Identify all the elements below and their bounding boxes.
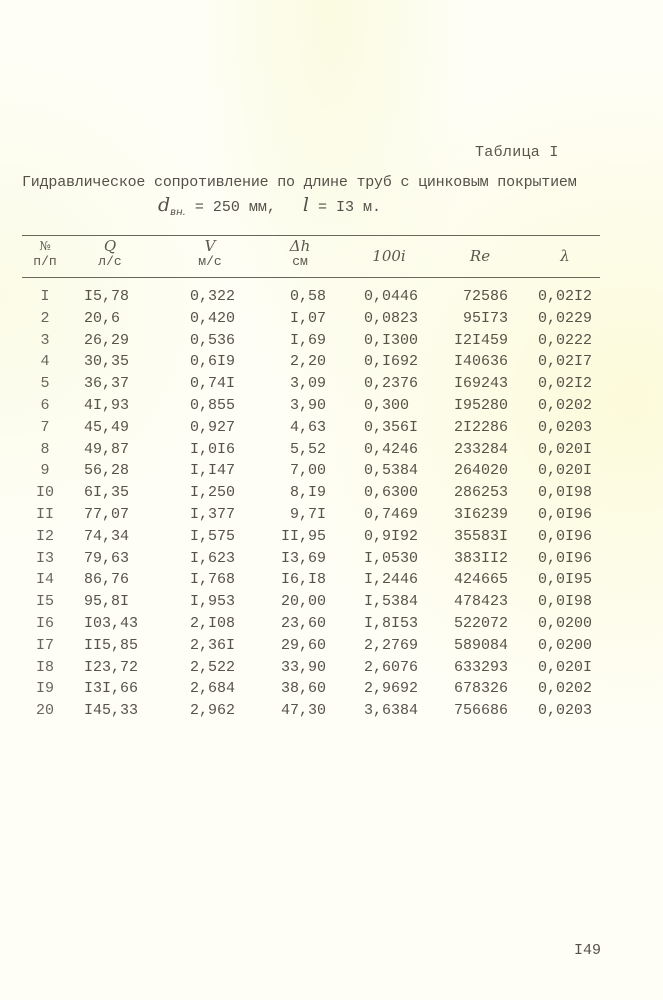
cell-row-number: I [40,288,50,305]
table-row [0,528,663,550]
cell-friction-factor: 0,0I96 [538,505,593,523]
cell-reynolds-number: I95280 [453,396,508,414]
cell-reynolds-number: 3I6239 [453,505,508,523]
table-row [0,332,663,354]
table-row [0,441,663,463]
cell-hydraulic-gradient: I,5384 [364,593,419,611]
cell-friction-factor: 0,020I [538,462,593,480]
cell-row-number: 5 [40,375,50,393]
cell-reynolds-number: 72586 [462,288,508,305]
cell-velocity: 0,322 [190,288,236,305]
table-subcaption [158,194,381,216]
cell-friction-factor: 0,02I7 [538,353,593,371]
cell-hydraulic-gradient: I,8I53 [364,614,419,632]
cell-velocity: I,0I6 [190,440,236,458]
cell-velocity: I,768 [190,571,236,589]
cell-head-loss: I,07 [289,309,326,327]
cell-head-loss: 33,90 [280,658,326,676]
table-row [0,550,663,572]
cell-head-loss: II,95 [280,527,326,545]
cell-head-loss: 2,20 [289,353,326,371]
cell-velocity: 0,74I [190,375,236,393]
cell-reynolds-number: 589084 [453,636,508,654]
cell-flow-rate: 77,07 [84,505,130,523]
cell-velocity: 0,536 [190,331,236,349]
table-row [0,375,663,397]
table-row [0,484,663,506]
cell-row-number: I3 [35,549,54,567]
cell-velocity: I,250 [190,484,236,502]
table-row [0,571,663,593]
header-hydraulic-gradient: 100i [372,247,406,265]
table-top-rule [22,235,600,236]
cell-hydraulic-gradient: 0,2376 [364,375,419,393]
cell-flow-rate: 49,87 [84,440,130,458]
cell-reynolds-number: 756686 [453,702,508,720]
table-row [0,637,663,659]
cell-flow-rate: 79,63 [84,549,130,567]
table-row [0,506,663,528]
cell-head-loss: 20,00 [280,593,326,611]
header-velocity: V м/с [198,237,222,269]
cell-row-number: 9 [40,462,50,480]
cell-flow-rate: II5,85 [84,636,139,654]
cell-reynolds-number: 233284 [453,440,508,458]
cell-head-loss: 29,60 [280,636,326,654]
header-flow-rate: Q л/с [98,237,122,269]
cell-velocity: I,377 [190,505,236,523]
cell-hydraulic-gradient: 0,5384 [364,462,419,480]
cell-friction-factor: 0,02I2 [538,375,593,393]
cell-reynolds-number: 424665 [453,571,508,589]
cell-reynolds-number: 35583I [453,527,508,545]
cell-velocity: I,953 [190,593,236,611]
cell-friction-factor: 0,0200 [538,636,593,654]
page-number: I49 [574,942,602,959]
cell-hydraulic-gradient: 3,6384 [364,702,419,720]
cell-velocity: 0,6I9 [190,353,236,371]
cell-head-loss: 5,52 [289,440,326,458]
cell-row-number: II [35,505,54,523]
table-row [0,397,663,419]
cell-flow-rate: 20,6 [84,309,121,327]
cell-row-number: I2 [35,527,54,545]
cell-reynolds-number: I40636 [453,353,508,371]
cell-flow-rate: 45,49 [84,418,130,436]
cell-row-number: I6 [35,614,54,632]
cell-velocity: 2,I08 [190,614,236,632]
cell-row-number: I7 [35,636,54,654]
cell-reynolds-number: 633293 [453,658,508,676]
cell-row-number: 7 [40,418,50,436]
cell-hydraulic-gradient: 0,0823 [364,309,419,327]
cell-row-number: 2 [40,309,50,327]
cell-hydraulic-gradient: 0,I300 [364,331,419,349]
table-row [0,419,663,441]
cell-flow-rate: 26,29 [84,331,130,349]
table-row [0,702,663,724]
cell-friction-factor: 0,0229 [538,309,593,327]
cell-flow-rate: 6I,35 [84,484,130,502]
cell-row-number: I9 [35,680,54,698]
cell-velocity: 0,855 [190,396,236,414]
cell-velocity: 0,420 [190,309,236,327]
cell-flow-rate: 86,76 [84,571,130,589]
header-reynolds: Re [469,247,491,265]
table-row [0,615,663,637]
cell-friction-factor: 0,020I [538,440,593,458]
cell-row-number: I4 [35,571,54,589]
length-symbol: l [302,194,309,216]
cell-head-loss: 23,60 [280,614,326,632]
cell-hydraulic-gradient: 0,7469 [364,505,419,523]
cell-head-loss: 7,00 [289,462,326,480]
cell-friction-factor: 0,0202 [538,396,593,414]
cell-flow-rate: 4I,93 [84,396,130,414]
cell-reynolds-number: 95I73 [462,309,508,327]
cell-head-loss: 3,90 [289,396,326,414]
cell-head-loss: 38,60 [280,680,326,698]
cell-flow-rate: I23,72 [84,658,139,676]
diameter-value: = 250 мм, [194,199,276,216]
cell-flow-rate: I45,33 [84,702,139,720]
cell-hydraulic-gradient: 2,6076 [364,658,419,676]
cell-hydraulic-gradient: I,2446 [364,571,419,589]
cell-flow-rate: 36,37 [84,375,130,393]
cell-friction-factor: 0,0I98 [538,593,593,611]
cell-flow-rate: I5,78 [84,288,130,305]
header-number: № п/п [33,239,57,269]
cell-hydraulic-gradient: 0,4246 [364,440,419,458]
cell-reynolds-number: I69243 [453,375,508,393]
cell-friction-factor: 0,0202 [538,680,593,698]
cell-reynolds-number: 2I2286 [453,418,508,436]
diameter-subscript: вн. [170,207,186,218]
table-row [0,593,663,615]
table-row [0,353,663,375]
cell-flow-rate: 30,35 [84,353,130,371]
cell-row-number: 8 [40,440,50,458]
cell-row-number: 6 [40,396,50,414]
table-row [0,288,663,310]
cell-friction-factor: 0,020I [538,658,593,676]
cell-reynolds-number: 522072 [453,614,508,632]
cell-row-number: 4 [40,353,50,371]
cell-friction-factor: 0,0I95 [538,571,593,589]
header-head-loss: Δh см [289,237,311,269]
cell-head-loss: 0,58 [289,288,326,305]
cell-flow-rate: I03,43 [84,614,139,632]
table-row [0,659,663,681]
cell-head-loss: 8,I9 [289,484,326,502]
cell-friction-factor: 0,0203 [538,418,593,436]
cell-hydraulic-gradient: 2,2769 [364,636,419,654]
cell-row-number: I8 [35,658,54,676]
cell-friction-factor: 0,0I98 [538,484,593,502]
cell-flow-rate: 74,34 [84,527,130,545]
cell-row-number: I5 [35,593,54,611]
cell-velocity: I,I47 [190,462,236,480]
header-friction-factor: λ [560,247,570,265]
table-label: Таблица I [475,144,559,161]
table-body [0,288,663,724]
cell-friction-factor: 0,0200 [538,614,593,632]
cell-velocity: 2,684 [190,680,236,698]
cell-head-loss: I3,69 [280,549,326,567]
cell-hydraulic-gradient: I,0530 [364,549,419,567]
cell-velocity: I,575 [190,527,236,545]
cell-reynolds-number: I2I459 [453,331,508,349]
cell-hydraulic-gradient: 0,9I92 [364,527,419,545]
cell-friction-factor: 0,02I2 [538,288,593,305]
cell-row-number: 20 [35,702,54,720]
cell-hydraulic-gradient: 0,I692 [364,353,419,371]
table-row [0,310,663,332]
cell-reynolds-number: 678326 [453,680,508,698]
cell-flow-rate: 95,8I [84,593,130,611]
cell-hydraulic-gradient: 0,356I [364,418,419,436]
cell-friction-factor: 0,0I96 [538,549,593,567]
cell-velocity: 0,927 [190,418,236,436]
cell-friction-factor: 0,0222 [538,331,593,349]
table-caption: Гидравлическое сопротивление по длине труб с цинковым покрытием [22,174,577,191]
cell-friction-factor: 0,0203 [538,702,593,720]
cell-reynolds-number: 264020 [453,462,508,480]
table-row [0,462,663,484]
diameter-symbol: d [158,194,171,216]
cell-hydraulic-gradient: 0,300 [364,396,410,414]
cell-velocity: 2,522 [190,658,236,676]
cell-row-number: I0 [35,484,54,502]
cell-hydraulic-gradient: 0,6300 [364,484,419,502]
cell-reynolds-number: 286253 [453,484,508,502]
cell-reynolds-number: 478423 [453,593,508,611]
cell-head-loss: 4,63 [289,418,326,436]
cell-flow-rate: 56,28 [84,462,130,480]
cell-velocity: I,623 [190,549,236,567]
table-header-rule [22,277,600,278]
cell-hydraulic-gradient: 0,0446 [364,288,419,305]
cell-row-number: 3 [40,331,50,349]
cell-head-loss: 3,09 [289,375,326,393]
cell-reynolds-number: 383II2 [453,549,508,567]
length-value: = I3 м. [317,199,381,216]
cell-head-loss: I,69 [289,331,326,349]
table-row [0,680,663,702]
cell-head-loss: I6,I8 [280,571,326,589]
cell-hydraulic-gradient: 2,9692 [364,680,419,698]
cell-head-loss: 47,30 [280,702,326,720]
cell-head-loss: 9,7I [289,505,326,523]
cell-friction-factor: 0,0I96 [538,527,593,545]
cell-velocity: 2,962 [190,702,236,720]
cell-flow-rate: I3I,66 [84,680,139,698]
cell-velocity: 2,36I [190,636,236,654]
